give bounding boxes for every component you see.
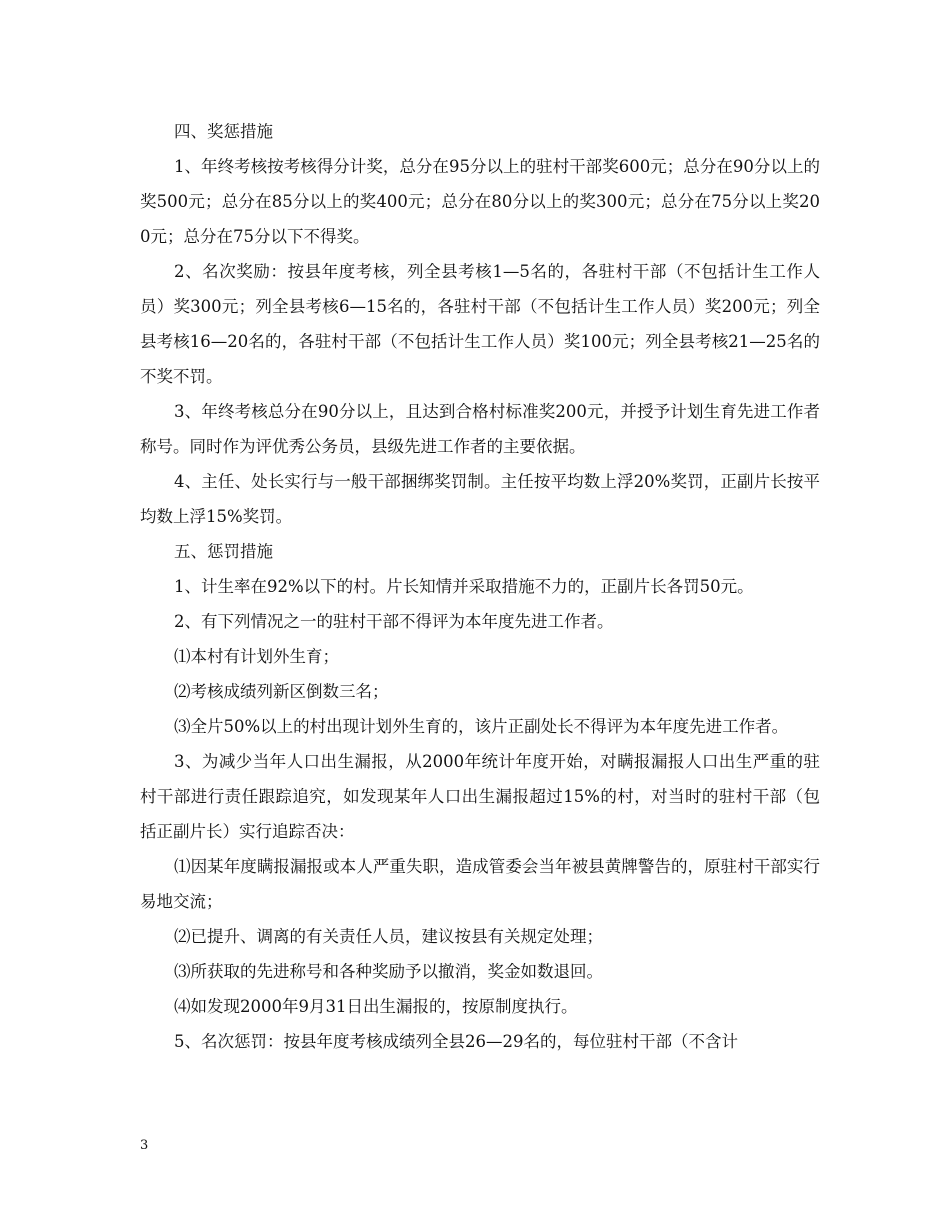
list-item: ⑴本村有计划外生育； [174,647,339,666]
paragraph: 3、年终考核总分在90分以上，且达到合格村标准奖200元，并授予计划生育先进工作者称号。同时作为评优秀公务员，县级先进工作者的主要依据。 [140,402,820,456]
paragraph: 1、计生率在92%以下的村。片长知情并采取措施不力的，正副片长各罚50元。 [174,577,754,596]
list-item: ⑴因某年度瞒报漏报或本人严重失职，造成管委会当年被县黄牌警告的，原驻村干部实行易地交流； [140,857,820,911]
paragraph: 2、有下列情况之一的驻村干部不得评为本年度先进工作者。 [174,612,614,631]
page-number: 3 [140,1138,149,1153]
paragraph: 4、主任、处长实行与一般干部捆绑奖罚制。主任按平均数上浮20%奖罚，正副片长按平均数上浮15%奖罚。 [140,472,820,526]
section-heading-rewards: 四、奖惩措施 [174,122,273,141]
list-item: ⑵考核成绩列新区倒数三名； [174,682,389,701]
paragraph: 1、年终考核按考核得分计奖，总分在95分以上的驻村干部奖600元；总分在90分以上的奖500元；总分在85分以上的奖400元；总分在80分以上的奖300元；总分在75分以上奖200元；总分在75分以下不得奖。 [140,157,820,246]
paragraph: 2、名次奖励：按县年度考核，列全县考核1—5名的，各驻村干部（不包括计生工作人员）奖300元；列全县考核6—15名的，各驻村干部（不包括计生工作人员）奖200元；列全县考核16—20名的，各驻村干部（不包括计生工作人员）奖100元；列全县考核21—25名的不奖不罚。 [140,262,820,386]
list-item: ⑶所获取的先进称号和各种奖励予以撤消，奖金如数退回。 [174,962,603,981]
paragraph: 3、为减少当年人口出生漏报，从2000年统计年度开始，对瞒报漏报人口出生严重的驻村干部进行责任跟踪追究，如发现某年人口出生漏报超过15%的村，对当时的驻村干部（包括正副片长）实行追踪否决： [140,752,820,841]
section-heading-penalties: 五、惩罚措施 [174,542,273,561]
paragraph: 5、名次惩罚：按县年度考核成绩列全县26—29名的，每位驻村干部（不含计 [174,1032,738,1051]
list-item: ⑶全片50%以上的村出现计划外生育的，该片正副处长不得评为本年度先进工作者。 [174,717,789,736]
document-body [140,114,820,1059]
list-item: ⑵已提升、调离的有关责任人员，建议按县有关规定处理； [174,927,603,946]
list-item: ⑷如发现2000年9月31日出生漏报的，按原制度执行。 [174,997,578,1016]
